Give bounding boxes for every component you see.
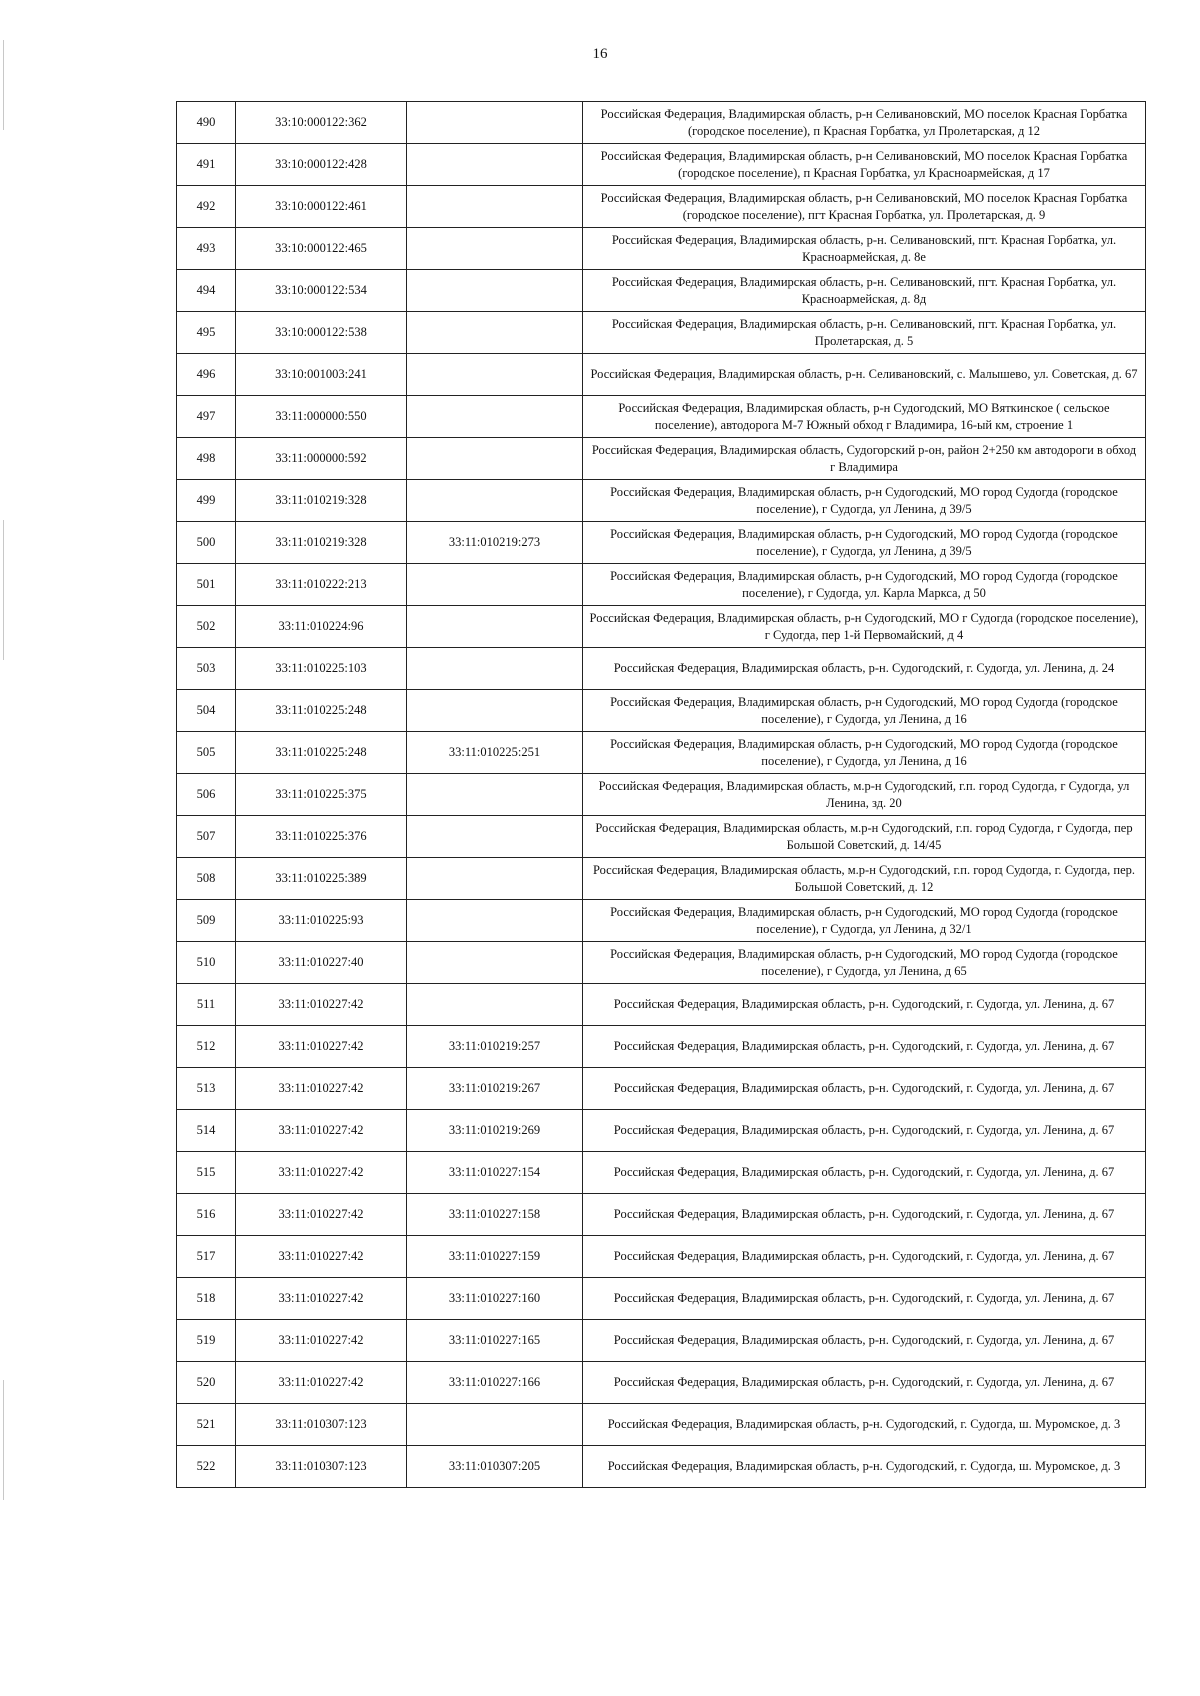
related-cadastral-number-cell: 33:11:010227:159: [407, 1236, 583, 1278]
cadastral-number-cell: 33:11:010307:123: [236, 1404, 407, 1446]
table-row: [177, 690, 1146, 732]
row-number-cell: 516: [177, 1194, 236, 1236]
row-number-cell: 522: [177, 1446, 236, 1488]
address-cell: Российская Федерация, Владимирская область, р-н. Судогодский, г. Судогда, ул. Ленина, д. 67: [583, 1152, 1146, 1194]
table-row: [177, 984, 1146, 1026]
related-cadastral-number-cell: [407, 438, 583, 480]
address-cell: Российская Федерация, Владимирская область, р-н Судогодский, МО город Судогда (городское поселение), г Судогда, ул Ленина, д 65: [583, 942, 1146, 984]
address-cell: Российская Федерация, Владимирская область, м.р-н Судогодский, г.п. город Судогда, г Судогда, ул Ленина, зд. 20: [583, 774, 1146, 816]
related-cadastral-number-cell: [407, 900, 583, 942]
cadastral-number-cell: 33:11:010227:42: [236, 1152, 407, 1194]
related-cadastral-number-cell: 33:11:010219:267: [407, 1068, 583, 1110]
table-row: [177, 1362, 1146, 1404]
related-cadastral-number-cell: [407, 816, 583, 858]
address-cell: Российская Федерация, Владимирская область, р-н Селивановский, МО поселок Красная Горбатка (городское поселение), п Красная Горбатка, ул Красноармейская, д 17: [583, 144, 1146, 186]
cadastral-number-cell: 33:11:010225:248: [236, 690, 407, 732]
address-cell: Российская Федерация, Владимирская область, Судогорский р-он, район 2+250 км автодороги в обход г Владимира: [583, 438, 1146, 480]
address-cell: Российская Федерация, Владимирская область, р-н Судогодский, МО город Судогда (городское поселение), г Судогда, ул. Карла Маркса, д 50: [583, 564, 1146, 606]
row-number-cell: 514: [177, 1110, 236, 1152]
cadastral-number-cell: 33:11:010227:42: [236, 1068, 407, 1110]
row-number-cell: 512: [177, 1026, 236, 1068]
address-cell: Российская Федерация, Владимирская область, м.р-н Судогодский, г.п. город Судогда, г. Судогда, пер. Большой Советский, д. 12: [583, 858, 1146, 900]
table-row: [177, 1320, 1146, 1362]
row-number-cell: 508: [177, 858, 236, 900]
cadastral-number-cell: 33:11:010227:42: [236, 1110, 407, 1152]
row-number-cell: 521: [177, 1404, 236, 1446]
cadastral-number-cell: 33:11:010225:376: [236, 816, 407, 858]
table-row: [177, 942, 1146, 984]
table-row: [177, 1236, 1146, 1278]
cadastral-number-cell: 33:11:010225:389: [236, 858, 407, 900]
cadastral-number-cell: 33:11:010307:123: [236, 1446, 407, 1488]
cadastral-number-cell: 33:11:010227:42: [236, 1026, 407, 1068]
related-cadastral-number-cell: [407, 480, 583, 522]
address-cell: Российская Федерация, Владимирская область, р-н Судогодский, МО город Судогда (городское поселение), г Судогда, ул Ленина, д 39/5: [583, 522, 1146, 564]
related-cadastral-number-cell: 33:11:010227:158: [407, 1194, 583, 1236]
registry-table: [176, 101, 1146, 1488]
table-row: [177, 1152, 1146, 1194]
related-cadastral-number-cell: [407, 984, 583, 1026]
row-number-cell: 493: [177, 228, 236, 270]
scan-margin-mark: [3, 40, 4, 130]
address-cell: Российская Федерация, Владимирская область, р-н. Селивановский, пгт. Красная Горбатка, ул. Красноармейская, д. 8е: [583, 228, 1146, 270]
related-cadastral-number-cell: [407, 690, 583, 732]
row-number-cell: 501: [177, 564, 236, 606]
address-cell: Российская Федерация, Владимирская область, р-н. Судогодский, г. Судогда, ул. Ленина, д. 67: [583, 1236, 1146, 1278]
related-cadastral-number-cell: [407, 1404, 583, 1446]
related-cadastral-number-cell: 33:11:010227:160: [407, 1278, 583, 1320]
row-number-cell: 517: [177, 1236, 236, 1278]
registry-body: [177, 102, 1146, 1488]
related-cadastral-number-cell: [407, 942, 583, 984]
address-cell: Российская Федерация, Владимирская область, р-н. Судогодский, г. Судогда, ул. Ленина, д. 67: [583, 1026, 1146, 1068]
related-cadastral-number-cell: [407, 354, 583, 396]
cadastral-number-cell: 33:11:010219:328: [236, 522, 407, 564]
page-number: 16: [592, 46, 608, 62]
related-cadastral-number-cell: [407, 396, 583, 438]
cadastral-number-cell: 33:11:010227:42: [236, 984, 407, 1026]
address-cell: Российская Федерация, Владимирская область, р-н Судогодский, МО город Судогда (городское поселение), г Судогда, ул Ленина, д 39/5: [583, 480, 1146, 522]
address-cell: Российская Федерация, Владимирская область, р-н. Селивановский, пгт. Красная Горбатка, ул. Пролетарская, д. 5: [583, 312, 1146, 354]
address-cell: Российская Федерация, Владимирская область, р-н Судогодский, МО Вяткинское ( сельское поселение), автодорога М-7 Южный обход г Владимира, 16-ый км, строение 1: [583, 396, 1146, 438]
related-cadastral-number-cell: [407, 774, 583, 816]
table-row: [177, 1278, 1146, 1320]
address-cell: Российская Федерация, Владимирская область, р-н. Судогодский, г. Судогда, ул. Ленина, д. 67: [583, 1110, 1146, 1152]
table-row: [177, 270, 1146, 312]
related-cadastral-number-cell: 33:11:010227:165: [407, 1320, 583, 1362]
table-row: [177, 564, 1146, 606]
cadastral-number-cell: 33:10:001003:241: [236, 354, 407, 396]
row-number-cell: 507: [177, 816, 236, 858]
table-row: [177, 438, 1146, 480]
address-cell: Российская Федерация, Владимирская область, р-н. Селивановский, пгт. Красная Горбатка, ул. Красноармейская, д. 8д: [583, 270, 1146, 312]
cadastral-number-cell: 33:11:010225:375: [236, 774, 407, 816]
related-cadastral-number-cell: [407, 312, 583, 354]
address-cell: Российская Федерация, Владимирская область, р-н Судогодский, МО город Судогда (городское поселение), г Судогда, ул Ленина, д 16: [583, 732, 1146, 774]
row-number-cell: 510: [177, 942, 236, 984]
address-cell: Российская Федерация, Владимирская область, р-н Судогодский, МО город Судогда (городское поселение), г Судогда, ул Ленина, д 16: [583, 690, 1146, 732]
cadastral-number-cell: 33:11:010222:213: [236, 564, 407, 606]
address-cell: Российская Федерация, Владимирская область, р-н. Селивановский, с. Малышево, ул. Советская, д. 67: [583, 354, 1146, 396]
related-cadastral-number-cell: [407, 186, 583, 228]
row-number-cell: 519: [177, 1320, 236, 1362]
table-row: [177, 774, 1146, 816]
row-number-cell: 511: [177, 984, 236, 1026]
table-row: [177, 228, 1146, 270]
row-number-cell: 491: [177, 144, 236, 186]
table-row: [177, 858, 1146, 900]
address-cell: Российская Федерация, Владимирская область, р-н. Судогодский, г. Судогда, ш. Муромское, д. 3: [583, 1446, 1146, 1488]
related-cadastral-number-cell: [407, 102, 583, 144]
row-number-cell: 504: [177, 690, 236, 732]
cadastral-number-cell: 33:11:010225:248: [236, 732, 407, 774]
address-cell: Российская Федерация, Владимирская область, р-н. Судогодский, г. Судогда, ул. Ленина, д. 67: [583, 1320, 1146, 1362]
table-row: [177, 522, 1146, 564]
related-cadastral-number-cell: 33:11:010219:257: [407, 1026, 583, 1068]
row-number-cell: 492: [177, 186, 236, 228]
address-cell: Российская Федерация, Владимирская область, р-н. Судогодский, г. Судогда, ул. Ленина, д. 67: [583, 1194, 1146, 1236]
cadastral-number-cell: 33:10:000122:461: [236, 186, 407, 228]
cadastral-number-cell: 33:11:000000:592: [236, 438, 407, 480]
cadastral-number-cell: 33:11:000000:550: [236, 396, 407, 438]
cadastral-number-cell: 33:11:010227:42: [236, 1278, 407, 1320]
cadastral-number-cell: 33:11:010225:103: [236, 648, 407, 690]
row-number-cell: 494: [177, 270, 236, 312]
related-cadastral-number-cell: 33:11:010219:273: [407, 522, 583, 564]
related-cadastral-number-cell: 33:11:010307:205: [407, 1446, 583, 1488]
row-number-cell: 518: [177, 1278, 236, 1320]
row-number-cell: 513: [177, 1068, 236, 1110]
cadastral-number-cell: 33:11:010227:42: [236, 1236, 407, 1278]
address-cell: Российская Федерация, Владимирская область, м.р-н Судогодский, г.п. город Судогда, г Судогда, пер Большой Советский, д. 14/45: [583, 816, 1146, 858]
cadastral-number-cell: 33:10:000122:465: [236, 228, 407, 270]
table-row: [177, 1110, 1146, 1152]
related-cadastral-number-cell: 33:11:010227:166: [407, 1362, 583, 1404]
cadastral-number-cell: 33:11:010219:328: [236, 480, 407, 522]
table-row: [177, 396, 1146, 438]
table-row: [177, 480, 1146, 522]
row-number-cell: 490: [177, 102, 236, 144]
table-row: [177, 102, 1146, 144]
table-row: [177, 144, 1146, 186]
cadastral-number-cell: 33:11:010225:93: [236, 900, 407, 942]
cadastral-number-cell: 33:10:000122:428: [236, 144, 407, 186]
row-number-cell: 515: [177, 1152, 236, 1194]
scan-margin-mark: [3, 1380, 4, 1500]
row-number-cell: 520: [177, 1362, 236, 1404]
related-cadastral-number-cell: [407, 606, 583, 648]
address-cell: Российская Федерация, Владимирская область, р-н. Судогодский, г. Судогда, ул. Ленина, д. 24: [583, 648, 1146, 690]
row-number-cell: 500: [177, 522, 236, 564]
row-number-cell: 496: [177, 354, 236, 396]
related-cadastral-number-cell: 33:11:010225:251: [407, 732, 583, 774]
related-cadastral-number-cell: [407, 270, 583, 312]
table-row: [177, 816, 1146, 858]
cadastral-number-cell: 33:10:000122:538: [236, 312, 407, 354]
address-cell: Российская Федерация, Владимирская область, р-н. Судогодский, г. Судогда, ул. Ленина, д. 67: [583, 1362, 1146, 1404]
table-row: [177, 1404, 1146, 1446]
cadastral-number-cell: 33:11:010227:42: [236, 1194, 407, 1236]
table-row: [177, 1194, 1146, 1236]
address-cell: Российская Федерация, Владимирская область, р-н. Судогодский, г. Судогда, ул. Ленина, д. 67: [583, 1068, 1146, 1110]
table-row: [177, 648, 1146, 690]
table-row: [177, 1446, 1146, 1488]
address-cell: Российская Федерация, Владимирская область, р-н. Судогодский, г. Судогда, ул. Ленина, д. 67: [583, 984, 1146, 1026]
row-number-cell: 502: [177, 606, 236, 648]
cadastral-number-cell: 33:10:000122:362: [236, 102, 407, 144]
table-row: [177, 1068, 1146, 1110]
table-row: [177, 900, 1146, 942]
cadastral-number-cell: 33:11:010227:42: [236, 1362, 407, 1404]
row-number-cell: 509: [177, 900, 236, 942]
table-row: [177, 1026, 1146, 1068]
row-number-cell: 505: [177, 732, 236, 774]
row-number-cell: 497: [177, 396, 236, 438]
row-number-cell: 495: [177, 312, 236, 354]
related-cadastral-number-cell: 33:11:010219:269: [407, 1110, 583, 1152]
table-row: [177, 312, 1146, 354]
address-cell: Российская Федерация, Владимирская область, р-н Селивановский, МО поселок Красная Горбатка (городское поселение), пгт Красная Горбатка, ул. Пролетарская, д. 9: [583, 186, 1146, 228]
scan-margin-mark: [3, 520, 4, 660]
cadastral-number-cell: 33:11:010227:42: [236, 1320, 407, 1362]
address-cell: Российская Федерация, Владимирская область, р-н Селивановский, МО поселок Красная Горбатка (городское поселение), п Красная Горбатка, ул Пролетарская, д 12: [583, 102, 1146, 144]
cadastral-number-cell: 33:10:000122:534: [236, 270, 407, 312]
table-row: [177, 186, 1146, 228]
table-row: [177, 354, 1146, 396]
address-cell: Российская Федерация, Владимирская область, р-н. Судогодский, г. Судогда, ул. Ленина, д. 67: [583, 1278, 1146, 1320]
related-cadastral-number-cell: 33:11:010227:154: [407, 1152, 583, 1194]
related-cadastral-number-cell: [407, 228, 583, 270]
table-row: [177, 732, 1146, 774]
related-cadastral-number-cell: [407, 648, 583, 690]
address-cell: Российская Федерация, Владимирская область, р-н. Судогодский, г. Судогда, ш. Муромское, д. 3: [583, 1404, 1146, 1446]
row-number-cell: 499: [177, 480, 236, 522]
row-number-cell: 498: [177, 438, 236, 480]
address-cell: Российская Федерация, Владимирская область, р-н Судогодский, МО г Судогда (городское поселение), г Судогда, пер 1-й Первомайский, д 4: [583, 606, 1146, 648]
cadastral-number-cell: 33:11:010227:40: [236, 942, 407, 984]
related-cadastral-number-cell: [407, 858, 583, 900]
cadastral-number-cell: 33:11:010224:96: [236, 606, 407, 648]
related-cadastral-number-cell: [407, 564, 583, 606]
related-cadastral-number-cell: [407, 144, 583, 186]
address-cell: Российская Федерация, Владимирская область, р-н Судогодский, МО город Судогда (городское поселение), г Судогда, ул Ленина, д 32/1: [583, 900, 1146, 942]
row-number-cell: 503: [177, 648, 236, 690]
table-row: [177, 606, 1146, 648]
row-number-cell: 506: [177, 774, 236, 816]
